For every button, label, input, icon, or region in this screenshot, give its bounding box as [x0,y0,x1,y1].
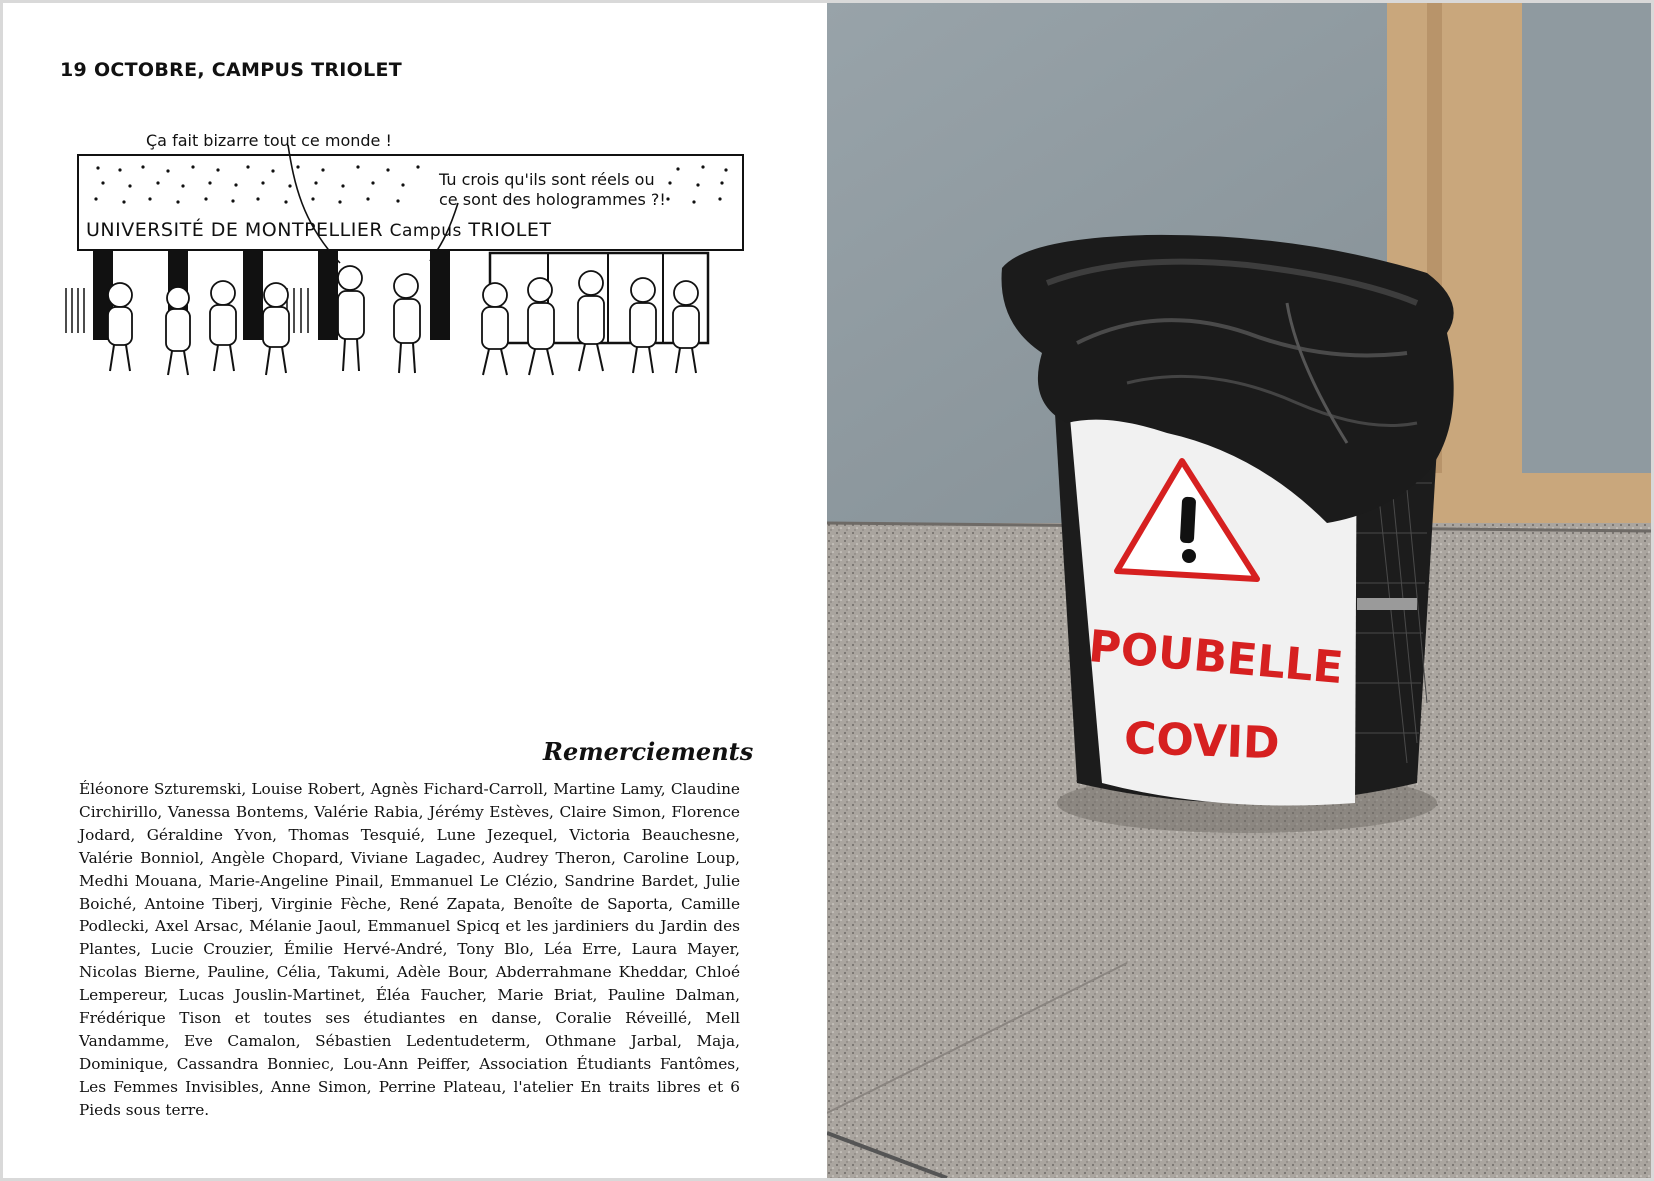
speech-bubble-2 [439,170,666,210]
comic-drawing [58,123,763,413]
acknowledgements-title: Remerciements [543,737,754,766]
acknowledgements-body: Éléonore Szturemski, Louise Robert, Agnès Fichard-Carroll, Martine Lamy, Claudine Circhirillo, Vanessa Bontems, Valérie Rabia, Jérémy Estèves, Claire Simon, Florence Jodard, Géraldine Yvon, Thomas Tesquié, Lune Jezequel, Victoria Beauchesne, Valérie Bonniol, Angèle Chopard, Viviane Lagadec, Audrey Theron, Caroline Loup, Medhi Mouana, Marie-Angeline Pinail, Emmanuel Le Clézio, Sandrine Bardet, Julie Boiché, Antoine Tiberj, Virginie Fèche, René Zapata, Benoîte de Saporta, Camille Podlecki, Axel Arsac, Mélanie Jaoul, Emmanuel Spicq et les jardiniers du Jardin des Plantes, Lucie Crouzier, Émilie Hervé-André, Tony Blo, Léa Erre, Laura Mayer, Nicolas Bierne, Pauline, Célia, Takumi, Adèle Bour, Abderrahmane Kheddar, Chloé Lempereur, Lucas Jouslin-Martinet, Éléa Faucher, Marie Briat, Pauline Dalman, Frédérique Tison et toutes ses étudiantes en danse, Coralie Réveillé, Mell Vandamme, Eve Camalon, Sébastien Ledentudeterm, Othmane Jarbal, Maja, Dominique, Cassandra Bonniec, Lou-Ann Peiffer, Association Étudiants Fantômes, Les Femmes Invisibles, Anne Simon, Perrine Plateau, l'atelier En traits libres et 6 Pieds sous terre. [79,780,740,1119]
speech-bubble-2-line1: Tu crois qu'ils sont réels ou [439,170,655,189]
right-page-photo [827,3,1651,1178]
sign-triolet: TRIOLET [468,219,552,241]
speech-bubble-1: Ça fait bizarre tout ce monde ! [146,131,392,150]
speech-bubble-2-line2: ce sont des hologrammes ?! [439,190,666,209]
comic-panel [58,123,763,413]
left-page [3,3,827,1178]
sign-campus: Campus [389,221,462,241]
trash-bin-photo [827,3,1651,1178]
bin-label-covid: COVID [1123,713,1281,770]
bin-label-poubelle: POUBELLE [1086,621,1346,695]
sign-university: UNIVERSITÉ DE MONTPELLIER [86,219,384,241]
chapter-date-heading: 19 OCTOBRE, CAMPUS TRIOLET [60,59,403,81]
building-sign [86,219,551,241]
book-spread [3,3,1651,1178]
